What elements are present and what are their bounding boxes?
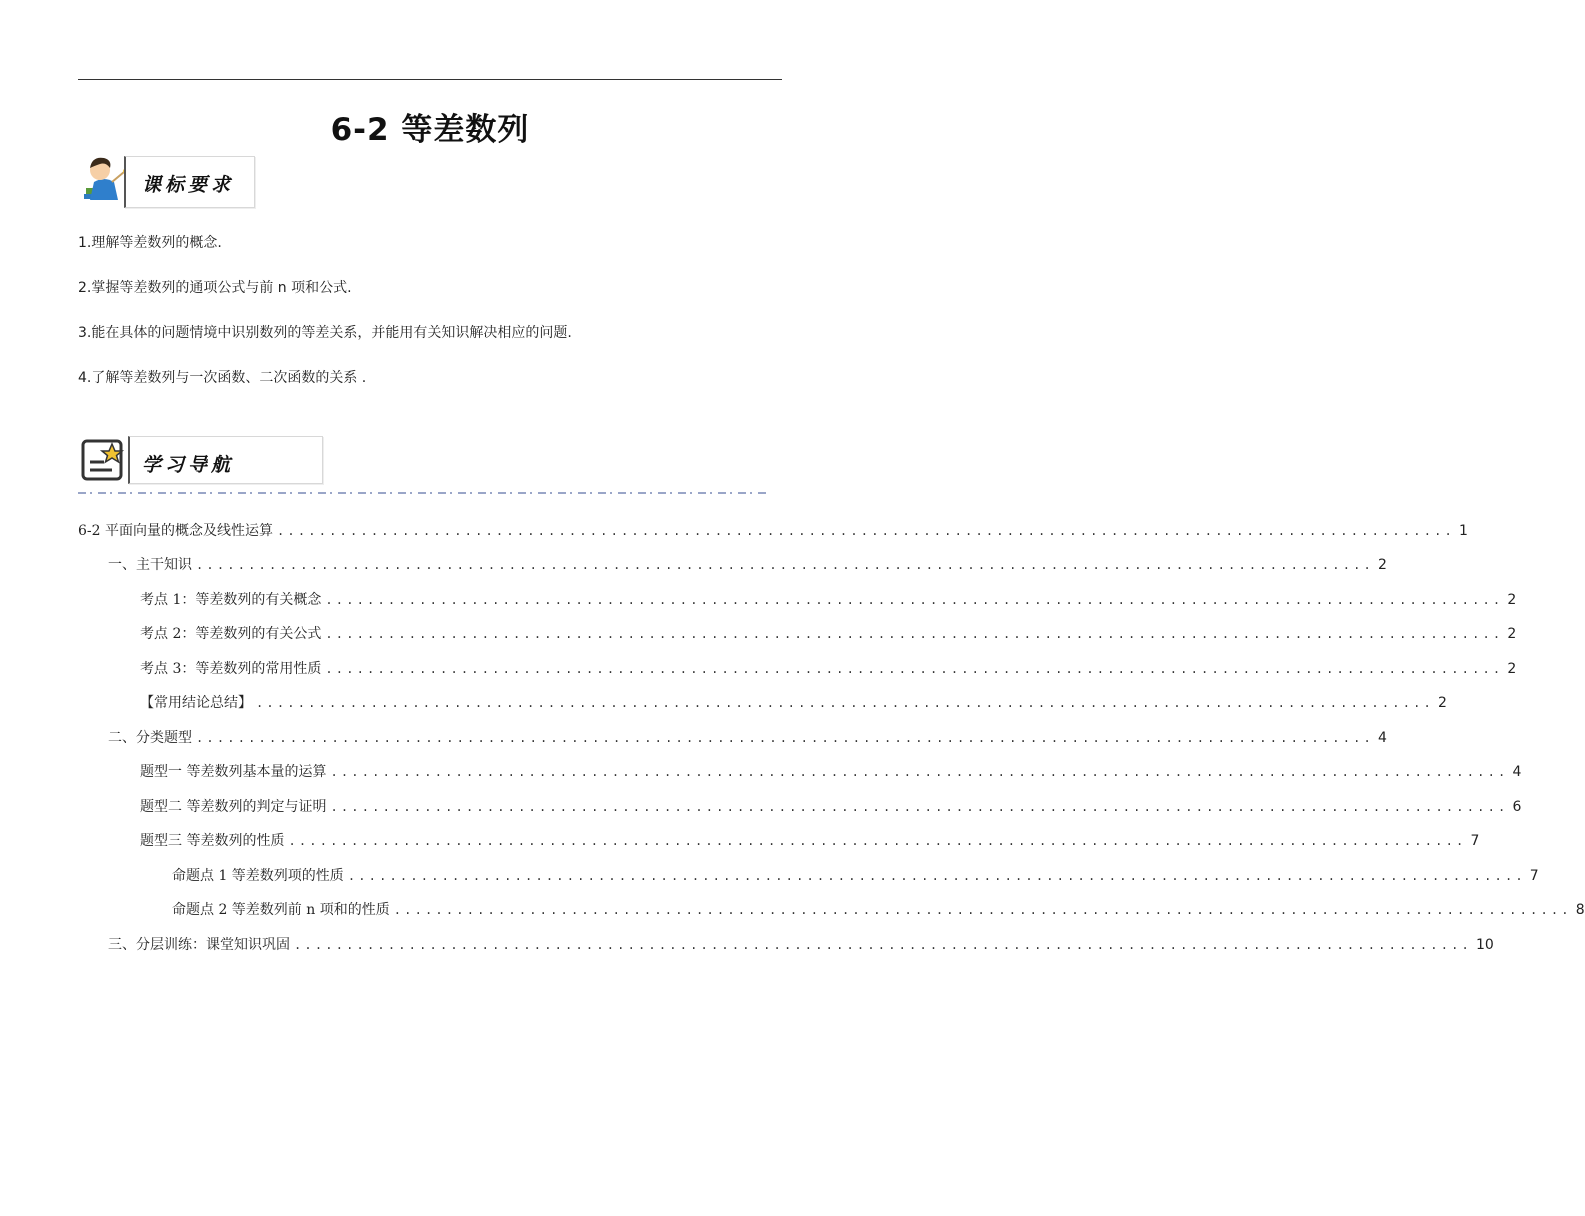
- toc-entry-page: 2: [1507, 661, 1517, 677]
- navigation-banner-label: 学习导航: [142, 454, 235, 476]
- toc-entry[interactable]: [108, 554, 1387, 574]
- requirement-item: 1.理解等差数列的概念.: [78, 235, 222, 251]
- toc-leader: .................................................................................................................: [196, 731, 1374, 745]
- toc-entry[interactable]: [140, 761, 1522, 781]
- toc-entry-page: 6: [1512, 799, 1522, 815]
- toc-entry-label: 题型三 等差数列的性质: [140, 833, 285, 849]
- requirement-item: 3.能在具体的问题情境中识别数列的等差关系，并能用有关知识解决相应的问题.: [78, 325, 572, 341]
- toc-leader: .................................................................................................................: [256, 696, 1434, 710]
- toc-entry[interactable]: [140, 830, 1480, 850]
- toc-leader: .................................................................................................................: [393, 903, 1572, 917]
- toc-entry[interactable]: [140, 658, 1517, 678]
- toc-entry-page: 2: [1437, 695, 1447, 711]
- toc-entry-label: 二、分类题型: [108, 730, 192, 746]
- toc-leader: .................................................................................................................: [330, 765, 1509, 779]
- toc-entry-page: 1: [1458, 523, 1468, 539]
- toc-entry[interactable]: [78, 520, 1468, 540]
- toc-entry[interactable]: [140, 796, 1522, 816]
- toc-entry-page: 8: [1575, 902, 1585, 918]
- toc-entry[interactable]: [172, 865, 1539, 885]
- notepad-star-icon: [80, 438, 128, 484]
- navigation-banner: [78, 436, 322, 484]
- toc-leader: .................................................................................................................: [330, 800, 1509, 814]
- toc-entry-label: 考点 1：等差数列的有关概念: [140, 592, 322, 608]
- toc-entry-page: 4: [1512, 764, 1522, 780]
- requirements-banner: [78, 152, 253, 208]
- requirements-banner-label: 课标要求: [142, 174, 235, 196]
- toc-entry-label: 命题点 2 等差数列前 n 项和的性质: [172, 902, 390, 918]
- toc-entry[interactable]: [172, 899, 1585, 919]
- toc-entry-label: 三、分层训练：课堂知识巩固: [108, 937, 290, 953]
- toc-entry-label: 考点 3：等差数列的常用性质: [140, 661, 322, 677]
- toc-entry-label: 【常用结论总结】: [140, 695, 252, 711]
- toc-entry[interactable]: [140, 623, 1517, 643]
- toc-leader: .................................................................................................................: [277, 524, 1455, 538]
- toc-leader: .................................................................................................................: [325, 662, 1504, 676]
- header-rule: [78, 79, 782, 80]
- toc-entry-page: 2: [1507, 626, 1517, 642]
- toc-entry-page: 7: [1529, 868, 1539, 884]
- toc-leader: .................................................................................................................: [325, 593, 1504, 607]
- toc-entry[interactable]: [108, 934, 1494, 954]
- toc-entry-label: 考点 2：等差数列的有关公式: [140, 626, 322, 642]
- toc-leader: .................................................................................................................: [294, 938, 1472, 952]
- navigation-divider: [78, 492, 768, 494]
- requirement-item: 4.了解等差数列与一次函数、二次函数的关系 .: [78, 370, 367, 386]
- toc-entry-page: 4: [1377, 730, 1387, 746]
- toc-leader: .................................................................................................................: [347, 869, 1526, 883]
- toc-entry-label: 6-2 平面向量的概念及线性运算: [78, 523, 273, 539]
- toc-entry[interactable]: [108, 727, 1387, 747]
- toc-entry-label: 一、主干知识: [108, 557, 192, 573]
- toc-leader: .................................................................................................................: [288, 834, 1467, 848]
- toc-entry[interactable]: [140, 589, 1517, 609]
- toc-leader: .................................................................................................................: [325, 627, 1504, 641]
- toc-entry-label: 题型一 等差数列基本量的运算: [140, 764, 327, 780]
- toc-entry-page: 10: [1475, 937, 1494, 953]
- toc-leader: .................................................................................................................: [196, 558, 1374, 572]
- toc-entry-page: 2: [1377, 557, 1387, 573]
- toc-entry-page: 7: [1470, 833, 1480, 849]
- page-title: 6-2 等差数列: [330, 112, 530, 148]
- requirement-item: 2.掌握等差数列的通项公式与前 n 项和公式.: [78, 280, 352, 296]
- toc-entry-label: 题型二 等差数列的判定与证明: [140, 799, 327, 815]
- toc-entry-page: 2: [1507, 592, 1517, 608]
- toc-entry[interactable]: [140, 692, 1447, 712]
- toc-entry-label: 命题点 1 等差数列项的性质: [172, 868, 344, 884]
